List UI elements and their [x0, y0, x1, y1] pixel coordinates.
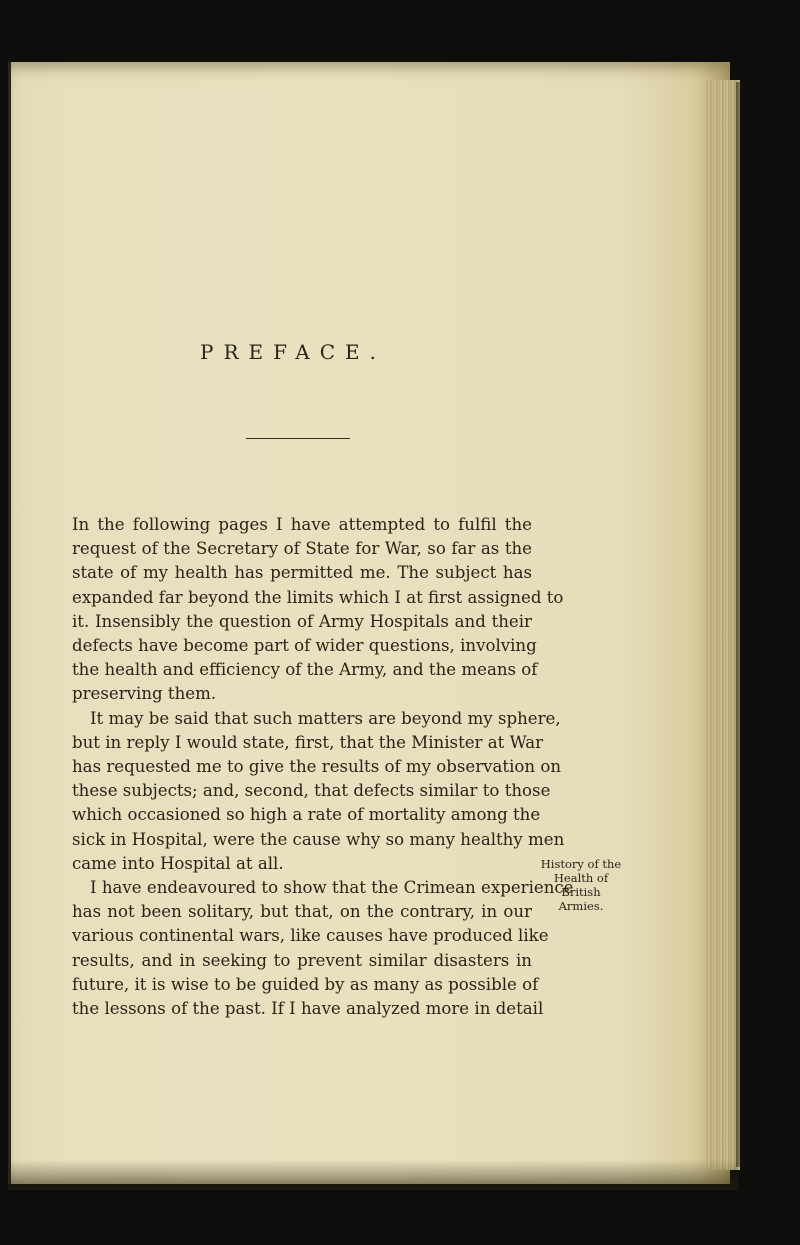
text-line: the health and efficiency of the Army, and the means of — [72, 660, 538, 680]
preface-body — [72, 513, 574, 1021]
text-line: defects have become part of wider questions, involving — [72, 636, 537, 656]
text-line: has requested me to give the results of my observation on — [72, 757, 562, 777]
margin-note — [536, 857, 626, 913]
text-line: has not been solitary, but that, on the contrary, in our — [72, 902, 532, 922]
text-line: It may be said that such matters are beyond my sphere, — [90, 708, 561, 728]
margin-note-line: Armies. — [558, 899, 604, 913]
page-stack-shadow — [736, 82, 746, 1167]
paragraph-2 — [72, 707, 565, 876]
margin-note-line: Health of — [553, 871, 609, 885]
margin-note-line: History of the — [540, 857, 622, 871]
paragraph-3 — [72, 876, 574, 1021]
text-line: state of my health has permitted me. The subject has — [72, 563, 532, 583]
text-line: which occasioned so high a rate of mortality among the — [72, 805, 541, 825]
text-line: In the following pages I have attempted to fulfil the — [72, 515, 532, 534]
text-line: came into Hospital at all. — [72, 853, 284, 873]
text-line: the lessons of the past. If I have analyzed more in detail — [72, 999, 544, 1019]
page-title: PREFACE. — [200, 340, 386, 364]
text-line: sick in Hospital, were the cause why so many healthy men — [72, 829, 565, 849]
text-line: future, it is wise to be guided by as many as possible of — [72, 974, 539, 994]
text-line: preserving them. — [72, 684, 217, 704]
margin-note-line: British — [561, 885, 601, 899]
text-line: I have endeavoured to show that the Crimean experience — [90, 878, 574, 898]
page-left-edge — [8, 62, 11, 1184]
text-line: but in reply I would state, first, that the Minister at War — [72, 732, 544, 752]
text-line: these subjects; and, second, that defects similar to those — [72, 781, 551, 801]
text-line: expanded far beyond the limits which I at first assigned to — [72, 587, 564, 607]
paragraph-1 — [72, 513, 564, 707]
text-line: it. Insensibly the question of Army Hospitals and their — [72, 611, 532, 631]
page-bottom-shadow — [8, 1160, 738, 1190]
title-rule — [246, 438, 350, 439]
text-line: results, and in seeking to prevent similar disasters in — [72, 950, 532, 970]
page-stack-edges — [706, 80, 740, 1170]
text-line: various continental wars, like causes have produced like — [72, 926, 549, 946]
text-line: request of the Secretary of State for War, so far as the — [72, 539, 532, 559]
